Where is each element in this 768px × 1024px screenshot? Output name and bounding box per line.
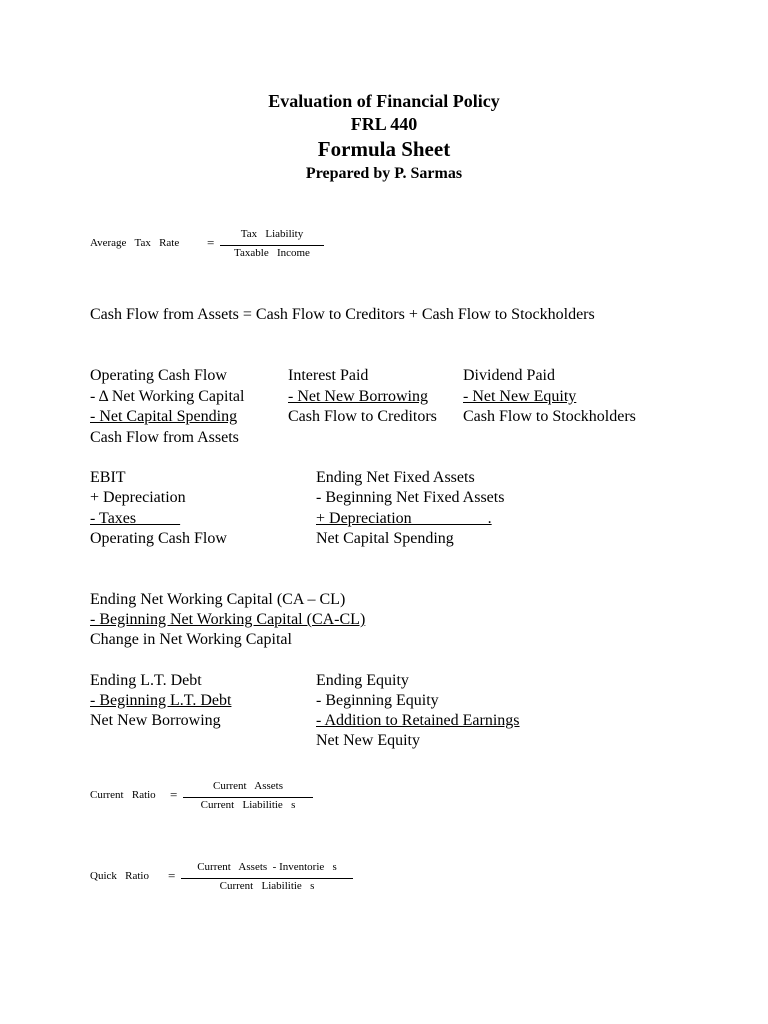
- cash-flow-from-assets-label: Cash Flow from Assets: [90, 429, 239, 446]
- document-header: [0, 90, 768, 185]
- course-code: FRL 440: [350, 114, 418, 134]
- ending-lt-debt-label: Ending L.T. Debt: [90, 672, 202, 689]
- change-in-nwc-label: Change in Net Working Capital: [90, 631, 292, 648]
- formula-numerator: Current Assets - Inventorie s: [197, 861, 337, 873]
- cash-flow-to-creditors-label: Cash Flow to Creditors: [288, 408, 437, 425]
- net-new-equity-result: Net New Equity: [316, 732, 420, 749]
- ebit-label: EBIT: [90, 469, 126, 486]
- net-new-borrowing-result: Net New Borrowing: [90, 712, 221, 729]
- cash-flow-to-stockholders-label: Cash Flow to Stockholders: [463, 408, 636, 425]
- net-new-equity-label: - Net New Equity: [463, 388, 577, 405]
- interest-paid-label: Interest Paid: [288, 367, 369, 384]
- beginning-nfa-label: - Beginning Net Fixed Assets: [316, 489, 505, 506]
- ending-nwc-label: Ending Net Working Capital (CA – CL): [90, 591, 346, 608]
- fraction-bar: [183, 797, 313, 798]
- operating-cash-flow-label: Operating Cash Flow: [90, 367, 227, 384]
- fraction-bar: [181, 878, 353, 879]
- formula-lhs: Quick Ratio: [90, 870, 149, 882]
- formula-equals: =: [168, 868, 176, 883]
- beginning-equity-label: - Beginning Equity: [316, 692, 439, 709]
- formula-lhs: Average Tax Rate: [90, 237, 180, 249]
- author-line: Prepared by P. Sarmas: [305, 165, 463, 182]
- formula-numerator: Current Assets: [213, 780, 283, 792]
- formula-denominator: Current Liabilitie s: [219, 880, 315, 892]
- depreciation-label: + Depreciation: [90, 489, 186, 506]
- dividend-paid-label: Dividend Paid: [463, 367, 555, 384]
- formula-lhs: Current Ratio: [90, 789, 156, 801]
- current-ratio-formula: [90, 780, 330, 814]
- quick-ratio-formula: [90, 861, 360, 895]
- average-tax-rate-formula: [90, 228, 350, 262]
- beginning-nwc-label: - Beginning Net Working Capital (CA-CL): [90, 611, 366, 628]
- net-capital-spending-label: - Net Capital Spending: [90, 408, 238, 425]
- cash-flow-identity: Cash Flow from Assets = Cash Flow to Creditors + Cash Flow to Stockholders: [90, 306, 595, 323]
- net-capital-spending-result: Net Capital Spending: [316, 530, 454, 547]
- ending-equity-label: Ending Equity: [316, 672, 409, 689]
- formula-equals: =: [170, 787, 178, 802]
- change-nwc-label: - Δ Net Working Capital: [90, 388, 245, 405]
- sheet-title: Formula Sheet: [317, 137, 451, 161]
- formula-denominator: Current Liabilitie s: [200, 799, 296, 811]
- formula-denominator: Taxable Income: [234, 247, 310, 259]
- net-new-borrowing-label: - Net New Borrowing: [288, 388, 428, 405]
- taxes-label: - Taxes: [90, 510, 181, 527]
- ending-nfa-label: Ending Net Fixed Assets: [316, 469, 475, 486]
- formula-numerator: Tax Liability: [240, 228, 304, 240]
- course-title: Evaluation of Financial Policy: [268, 91, 500, 111]
- retained-earnings-label: - Addition to Retained Earnings: [316, 712, 520, 729]
- plus-depreciation-label: + Depreciation .: [316, 510, 492, 527]
- fraction-bar: [220, 245, 324, 246]
- operating-cash-flow-result: Operating Cash Flow: [90, 530, 227, 547]
- beginning-lt-debt-label: - Beginning L.T. Debt: [90, 692, 232, 709]
- formula-equals: =: [207, 235, 215, 250]
